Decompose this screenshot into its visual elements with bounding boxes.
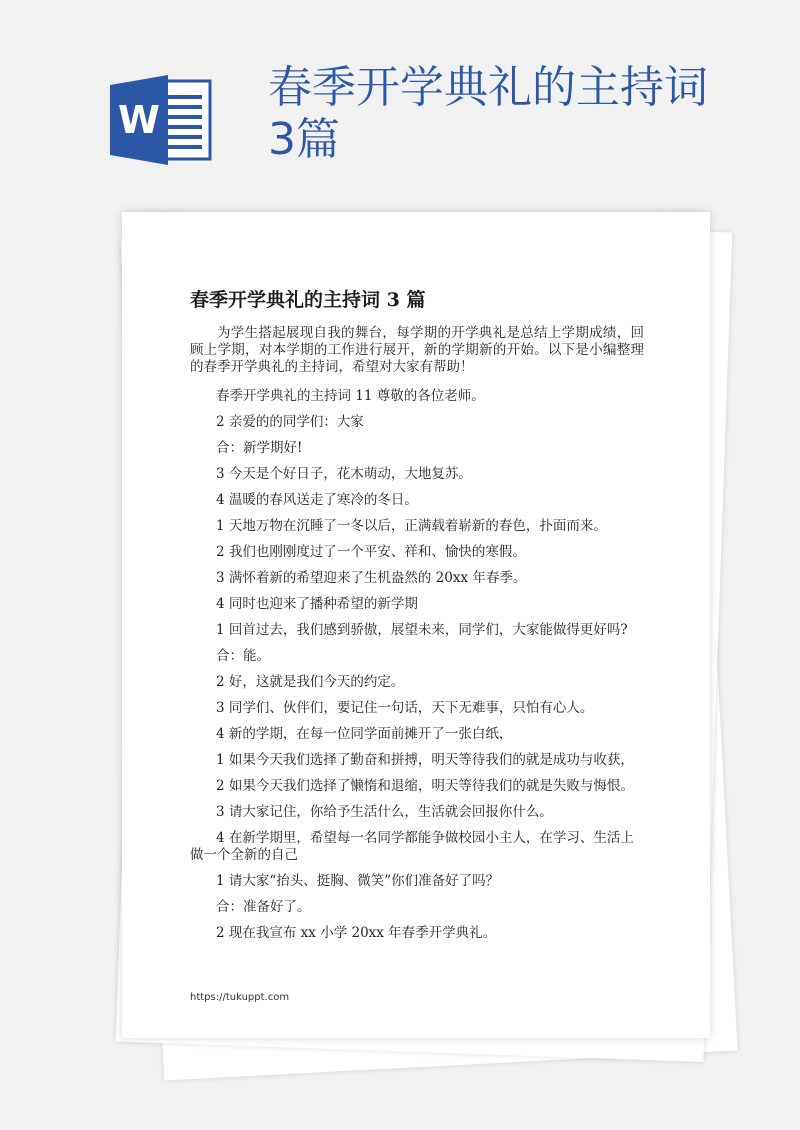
script-line: 4 新的学期，在每一位同学面前摊开了一张白纸，: [216, 726, 513, 742]
script-line: 4 温暖的春风送走了寒冷的冬日。: [216, 492, 418, 508]
document-heading: 春季开学典礼的主持词 3 篇: [190, 289, 426, 311]
script-line: 3 满怀着新的希望迎来了生机盎然的 20xx 年春季。: [216, 570, 527, 586]
page-title: [268, 62, 768, 166]
script-line: 合：新学期好!: [216, 440, 303, 456]
script-line: 合：准备好了。: [216, 899, 311, 915]
script-lines: [190, 388, 646, 951]
word-doc-icon: [110, 75, 214, 165]
script-line: 3 同学们、伙伴们，要记住一句话，天下无难事，只怕有心人。: [216, 700, 594, 716]
footer-url[interactable]: https://tukuppt.com: [190, 992, 290, 1003]
svg-text:W: W: [118, 98, 160, 142]
script-line: 3 请大家记住，你给予生活什么，生活就会回报你什么。: [216, 804, 553, 820]
script-line: 2 好，这就是我们今天的约定。: [216, 674, 405, 690]
script-line: 1 请大家“抬头、挺胸、微笑”你们准备好了吗？: [216, 873, 500, 889]
script-line: 4 同时也迎来了播种希望的新学期: [216, 596, 418, 612]
script-line: 1 如果今天我们选择了勤奋和拼搏，明天等待我们的就是成功与收获，: [216, 752, 634, 768]
title-line-2: 3篇: [268, 114, 340, 165]
script-line: 2 现在我宣布 xx 小学 20xx 年春季开学典礼。: [216, 925, 497, 941]
script-line: 2 我们也刚刚度过了一个平安、祥和、愉快的寒假。: [216, 544, 526, 560]
script-line: 1 回首过去，我们感到骄傲，展望未来，同学们，大家能做得更好吗?: [216, 622, 628, 638]
script-line: 春季开学典礼的主持词 11 尊敬的各位老师。: [216, 388, 485, 404]
script-line: 3 今天是个好日子，花木萌动，大地复苏。: [216, 466, 472, 482]
script-line: 4 在新学期里，希望每一名同学都能争做校园小主人，在学习、生活上做一个全新的自己: [190, 830, 634, 863]
script-line: 合：能。: [216, 648, 270, 664]
script-line: 1 天地万物在沉睡了一冬以后，正满载着崭新的春色，扑面而来。: [216, 518, 607, 534]
script-line: 2 如果今天我们选择了懒惰和退缩，明天等待我们的就是失败与悔恨。: [216, 778, 634, 794]
script-line: 2 亲爱的的同学们：大家: [216, 414, 364, 430]
intro-paragraph: 为学生搭起展现自我的舞台，每学期的开学典礼是总结上学期成绩，回顾上学期，对本学期的工作进行展开，新的学期新的开始。以下是小编整理的春季开学典礼的主持词，希望对大家有帮助！: [190, 325, 644, 375]
title-line-1: 春季开学典礼的主持词: [268, 62, 708, 113]
